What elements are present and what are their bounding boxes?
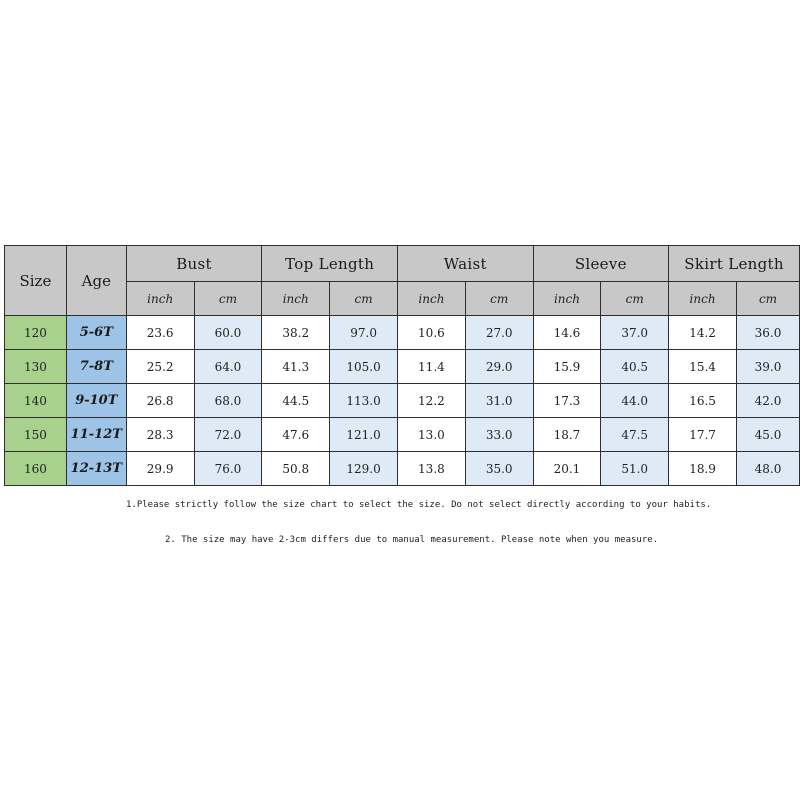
age-header: Age	[66, 246, 126, 316]
inch-value-cell: 16.5	[669, 384, 737, 418]
inch-value-cell: 20.1	[533, 452, 601, 486]
inch-value-cell: 12.2	[398, 384, 466, 418]
inch-value-cell: 15.4	[669, 350, 737, 384]
cm-value-cell: 36.0	[737, 316, 800, 350]
inch-value-cell: 18.7	[533, 418, 601, 452]
inch-value-cell: 18.9	[669, 452, 737, 486]
cm-value-cell: 51.0	[601, 452, 669, 486]
cm-value-cell: 35.0	[465, 452, 533, 486]
waist-header: Waist	[398, 246, 534, 282]
top-length-header: Top Length	[262, 246, 398, 282]
cm-value-cell: 31.0	[465, 384, 533, 418]
age-cell: 9-10T	[66, 384, 126, 418]
cm-value-cell: 44.0	[601, 384, 669, 418]
age-cell: 7-8T	[66, 350, 126, 384]
sleeve-header: Sleeve	[533, 246, 669, 282]
size-cell: 120	[5, 316, 67, 350]
cm-value-cell: 97.0	[330, 316, 398, 350]
cm-value-cell: 121.0	[330, 418, 398, 452]
inch-value-cell: 28.3	[126, 418, 194, 452]
inch-value-cell: 14.2	[669, 316, 737, 350]
top-length-cm-unit: cm	[330, 282, 398, 316]
sleeve-inch-unit: inch	[533, 282, 601, 316]
size-cell: 150	[5, 418, 67, 452]
inch-value-cell: 41.3	[262, 350, 330, 384]
inch-value-cell: 47.6	[262, 418, 330, 452]
table-row	[5, 384, 800, 418]
inch-value-cell: 38.2	[262, 316, 330, 350]
cm-value-cell: 37.0	[601, 316, 669, 350]
cm-value-cell: 72.0	[194, 418, 262, 452]
header-row-groups	[5, 246, 800, 282]
inch-value-cell: 15.9	[533, 350, 601, 384]
note-size-advice: 1.Please strictly follow the size chart to select the size. Do not select directly according to your habits.	[126, 500, 712, 510]
age-cell: 12-13T	[66, 452, 126, 486]
inch-value-cell: 13.8	[398, 452, 466, 486]
top-length-inch-unit: inch	[262, 282, 330, 316]
cm-value-cell: 113.0	[330, 384, 398, 418]
cm-value-cell: 68.0	[194, 384, 262, 418]
inch-value-cell: 17.7	[669, 418, 737, 452]
table-row	[5, 350, 800, 384]
cm-value-cell: 39.0	[737, 350, 800, 384]
inch-value-cell: 17.3	[533, 384, 601, 418]
cm-value-cell: 29.0	[465, 350, 533, 384]
inch-value-cell: 11.4	[398, 350, 466, 384]
size-cell: 130	[5, 350, 67, 384]
inch-value-cell: 25.2	[126, 350, 194, 384]
size-chart-body	[5, 316, 800, 486]
cm-value-cell: 47.5	[601, 418, 669, 452]
bust-inch-unit: inch	[126, 282, 194, 316]
table-row	[5, 316, 800, 350]
cm-value-cell: 64.0	[194, 350, 262, 384]
skirt-length-cm-unit: cm	[737, 282, 800, 316]
cm-value-cell: 105.0	[330, 350, 398, 384]
cm-value-cell: 129.0	[330, 452, 398, 486]
cm-value-cell: 76.0	[194, 452, 262, 486]
inch-value-cell: 13.0	[398, 418, 466, 452]
inch-value-cell: 50.8	[262, 452, 330, 486]
cm-value-cell: 60.0	[194, 316, 262, 350]
size-header: Size	[5, 246, 67, 316]
sleeve-cm-unit: cm	[601, 282, 669, 316]
inch-value-cell: 44.5	[262, 384, 330, 418]
cm-value-cell: 27.0	[465, 316, 533, 350]
inch-value-cell: 23.6	[126, 316, 194, 350]
waist-cm-unit: cm	[465, 282, 533, 316]
table-row	[5, 452, 800, 486]
cm-value-cell: 40.5	[601, 350, 669, 384]
note-measurement-tolerance: 2. The size may have 2-3cm differs due to manual measurement. Please note when you measure.	[165, 535, 659, 545]
cm-value-cell: 48.0	[737, 452, 800, 486]
table-row	[5, 418, 800, 452]
skirt-length-header: Skirt Length	[669, 246, 800, 282]
cm-value-cell: 45.0	[737, 418, 800, 452]
skirt-length-inch-unit: inch	[669, 282, 737, 316]
waist-inch-unit: inch	[398, 282, 466, 316]
size-cell: 140	[5, 384, 67, 418]
inch-value-cell: 29.9	[126, 452, 194, 486]
size-chart-table	[4, 245, 800, 486]
inch-value-cell: 26.8	[126, 384, 194, 418]
bust-header: Bust	[126, 246, 262, 282]
inch-value-cell: 14.6	[533, 316, 601, 350]
age-cell: 5-6T	[66, 316, 126, 350]
age-cell: 11-12T	[66, 418, 126, 452]
inch-value-cell: 10.6	[398, 316, 466, 350]
cm-value-cell: 42.0	[737, 384, 800, 418]
bust-cm-unit: cm	[194, 282, 262, 316]
cm-value-cell: 33.0	[465, 418, 533, 452]
size-cell: 160	[5, 452, 67, 486]
